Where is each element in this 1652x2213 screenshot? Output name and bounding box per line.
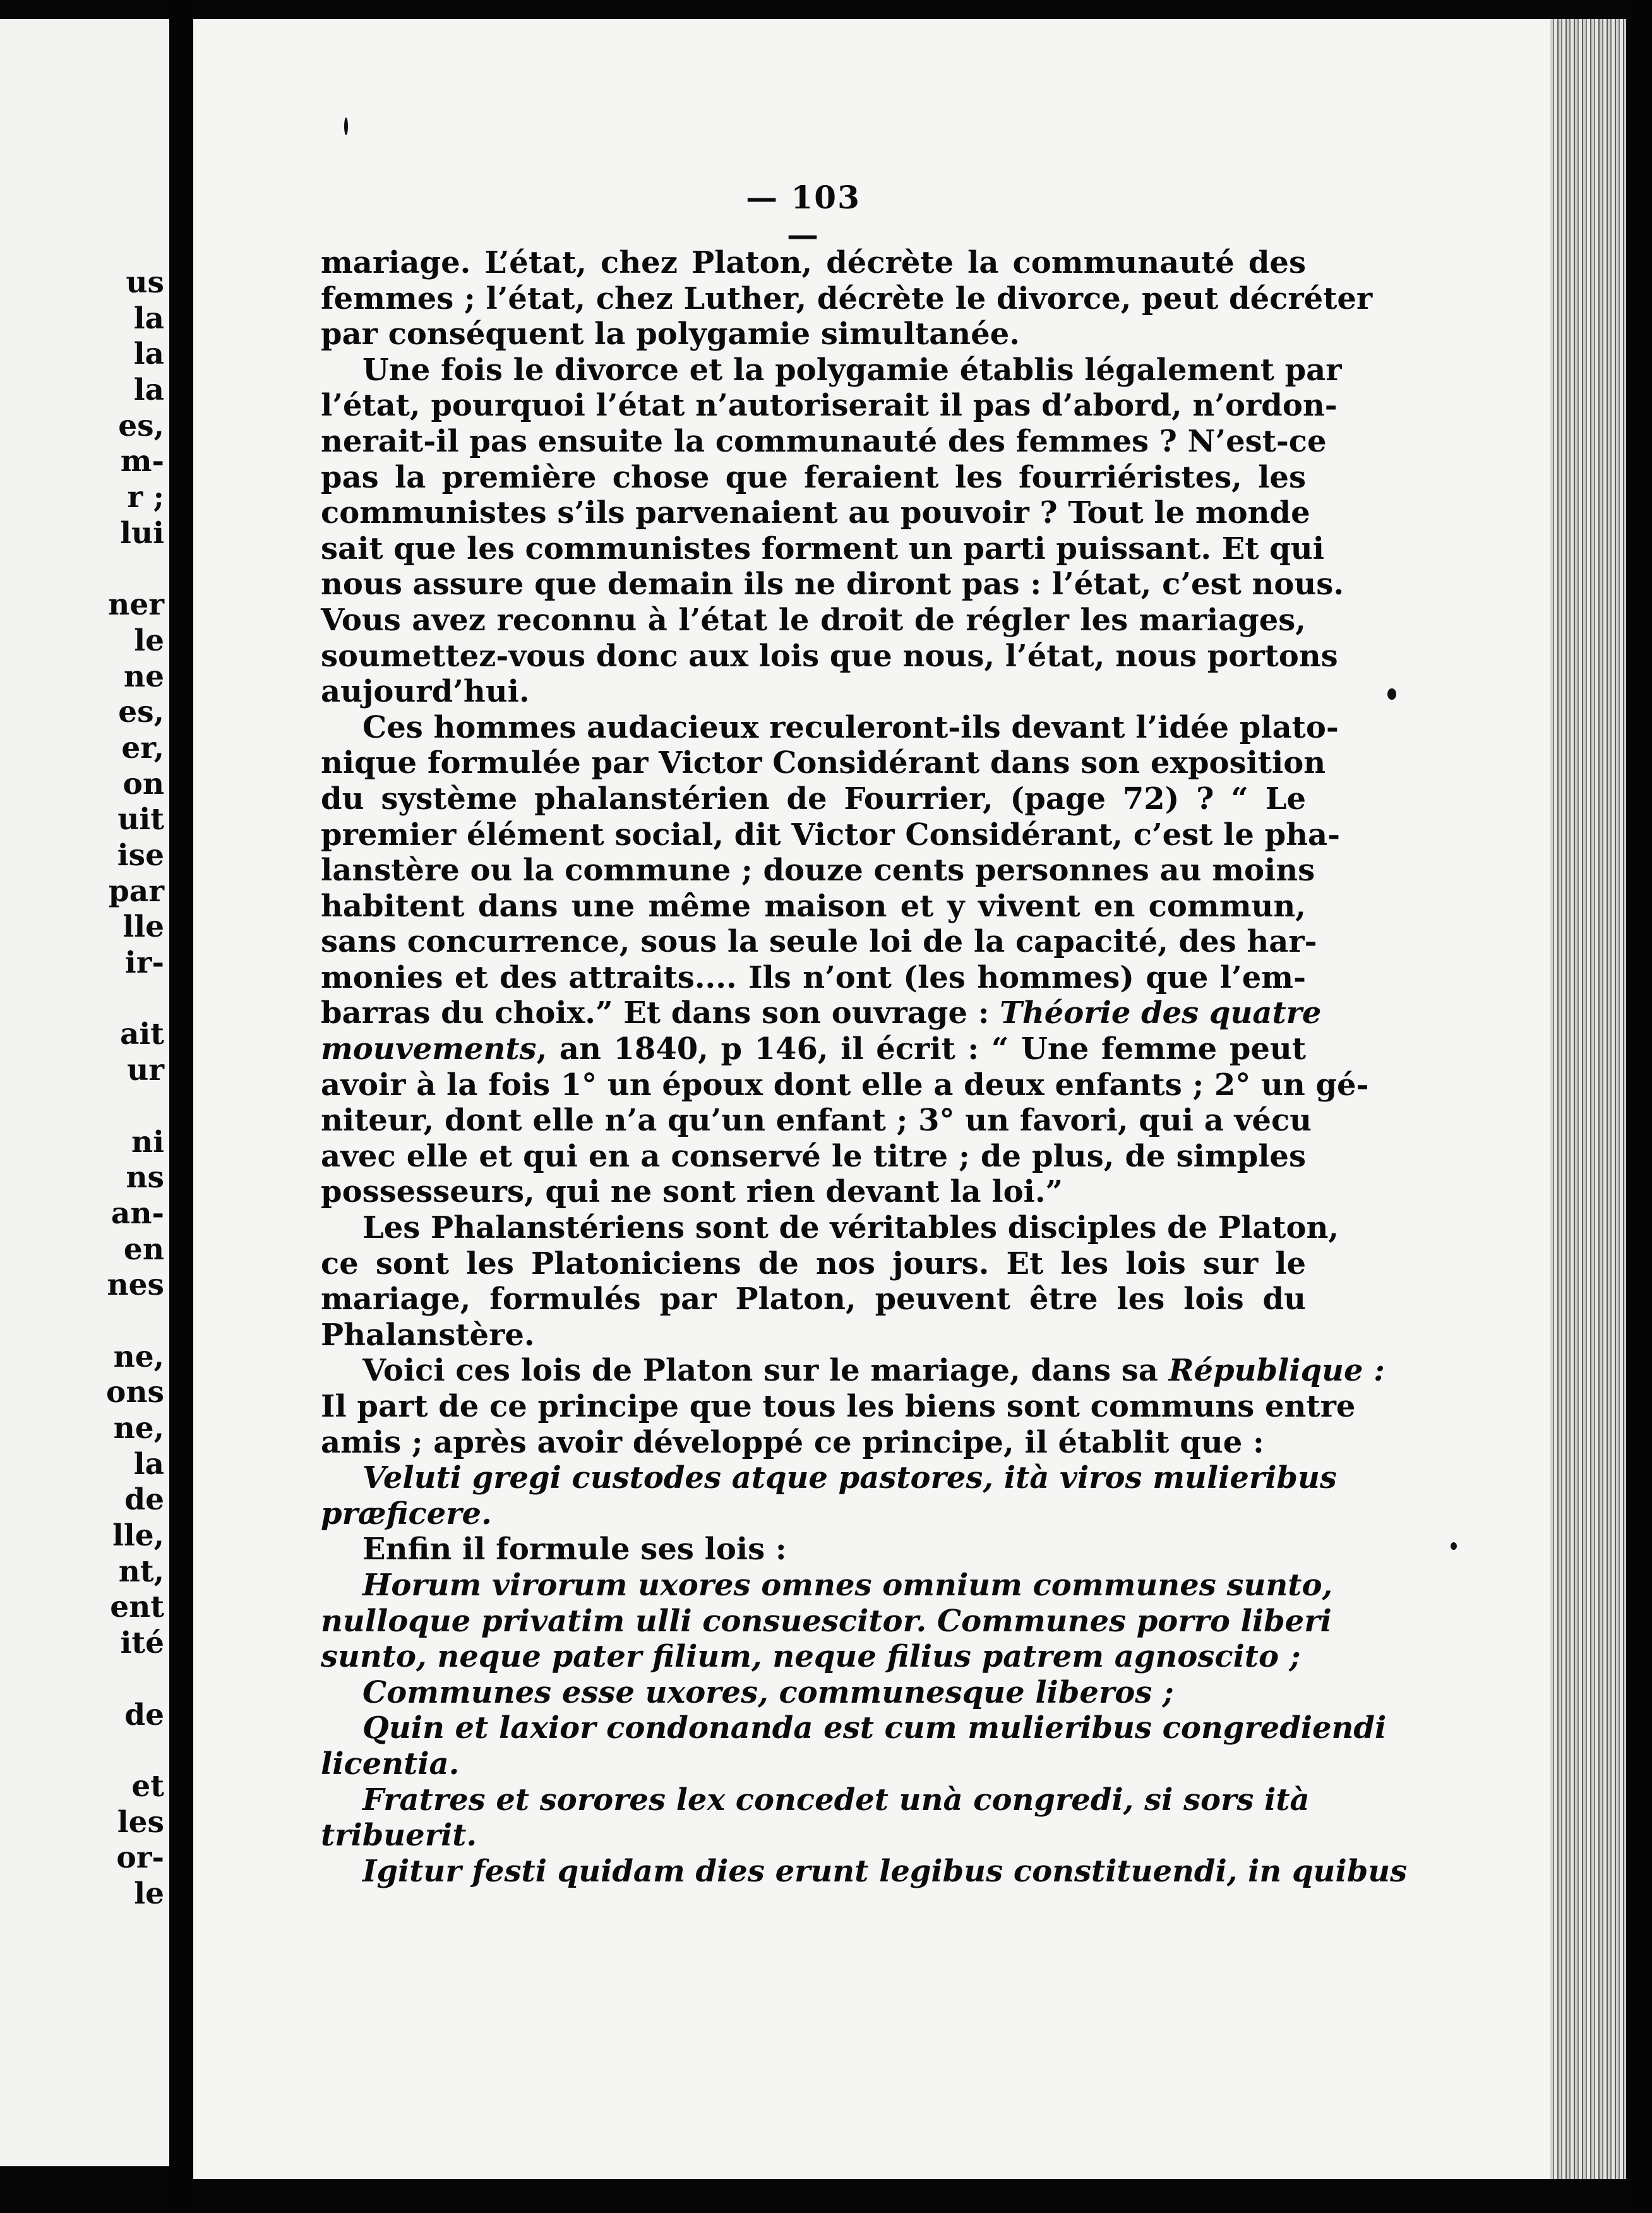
- fragment-line: [106, 981, 164, 1017]
- fragment-line: [106, 1089, 164, 1125]
- fragment-line: la: [133, 337, 164, 372]
- fragment-line: la: [133, 301, 164, 336]
- fragment-line: [106, 1304, 164, 1340]
- ink-mark: [1451, 1542, 1457, 1550]
- text-line: Enfin il formule ses lois :: [362, 1532, 787, 1568]
- fragment-line: ne,: [113, 1411, 164, 1446]
- text-line: licentia.: [321, 1746, 460, 1782]
- fragment-line: ir-: [124, 945, 164, 981]
- fragment-line: la: [133, 1446, 164, 1482]
- fragment-line: ur: [127, 1053, 164, 1088]
- fragment-line: ité: [120, 1626, 164, 1661]
- text-line: Vous avez reconnu à l’état le droit de régler les mariages,: [321, 602, 1306, 638]
- text-line: Horum virorum uxores omnes omnium communes sunto,: [362, 1567, 1333, 1603]
- fragment-line: les: [117, 1804, 164, 1840]
- text-line: Il part de ce principe que tous les biens sont communs entre: [321, 1389, 1356, 1424]
- text-line: pas la première chose que feraient les fourriéristes, les: [321, 459, 1306, 495]
- ink-mark: [1387, 688, 1396, 700]
- text-line: tribuerit.: [321, 1818, 477, 1854]
- body-text: [321, 245, 1408, 1889]
- fragment-line: m-: [120, 444, 164, 479]
- fragment-line: nt,: [118, 1554, 164, 1589]
- text-line: avec elle et qui en a conservé le titre ; de plus, de simples: [321, 1138, 1306, 1174]
- text-line: soumettez-vous donc aux lois que nous, l’état, nous portons: [321, 638, 1338, 674]
- facing-page-fragments: [106, 265, 164, 1912]
- fragment-line: [106, 1662, 164, 1698]
- text-line: Une fois le divorce et la polygamie établis légalement par: [362, 352, 1342, 388]
- text-line: habitent dans une même maison et y vivent en commun,: [321, 888, 1306, 924]
- fragment-line: er,: [121, 730, 164, 765]
- text-line: mariage. L’état, chez Platon, décrète la communauté des: [321, 245, 1306, 280]
- text-line: femmes ; l’état, chez Luther, décrète le divorce, peut décréter: [321, 280, 1373, 316]
- text-line: Les Phalanstériens sont de véritables disciples de Platon,: [362, 1210, 1339, 1246]
- fragment-line: lle: [123, 909, 164, 945]
- fragment-line: de: [124, 1482, 164, 1518]
- fragment-line: ne: [123, 659, 164, 694]
- fragment-line: lle,: [112, 1518, 164, 1554]
- fragment-line: le: [134, 1876, 164, 1911]
- fragment-line: uit: [117, 802, 164, 837]
- fragment-line: lui: [120, 515, 164, 551]
- fragment-line: en: [123, 1232, 164, 1267]
- fragment-line: nes: [107, 1268, 164, 1303]
- fragment-line: le: [134, 623, 164, 658]
- scan-border: [1626, 0, 1652, 2213]
- fragment-line: la: [133, 373, 164, 408]
- text-line: nique formulée par Victor Considérant dans son exposition: [321, 745, 1326, 781]
- facing-page-left: [0, 19, 169, 2166]
- italic-segment: mouvements: [321, 1031, 537, 1067]
- text-line: [321, 1353, 1385, 1389]
- latin-quote-1: [321, 1460, 1337, 1532]
- text-line: Phalanstère.: [321, 1317, 535, 1353]
- text-line: nous assure que demain ils ne diront pas : l’état, c’est nous.: [321, 567, 1344, 603]
- italic-segment: République :: [1168, 1353, 1385, 1389]
- text-segment: barras du choix.” Et dans son ouvrage :: [321, 995, 1000, 1031]
- text-line: Igitur festi quidam dies erunt legibus constituendi, in quibus: [362, 1853, 1408, 1889]
- text-line: [321, 1031, 1306, 1067]
- fragment-line: [106, 1733, 164, 1769]
- book-gutter: [169, 0, 193, 2213]
- text-line: ce sont les Platoniciens de nos jours. Et les lois sur le: [321, 1245, 1306, 1281]
- text-line: Ces hommes audacieux reculeront-ils devant l’idée plato-: [362, 709, 1339, 745]
- fragment-line: et: [131, 1768, 164, 1804]
- text-line: Quin et laxior condonanda est cum mulieribus congrediendi: [362, 1710, 1387, 1746]
- fragment-line: ner: [108, 587, 164, 623]
- text-line: [321, 995, 1322, 1031]
- text-line: aujourd’hui.: [321, 674, 530, 710]
- text-line: sunto, neque pater filium, neque filius patrem agnoscito ;: [321, 1639, 1301, 1675]
- text-line: amis ; après avoir développé ce principe, il établit que :: [321, 1424, 1264, 1460]
- fragment-line: ne,: [113, 1339, 164, 1374]
- fragment-line: ait: [119, 1017, 164, 1052]
- text-line: sait que les communistes forment un parti puissant. Et qui: [321, 531, 1324, 567]
- text-line: nulloque privatim ulli consuescitor. Communes porro liberi: [321, 1603, 1332, 1639]
- page-edges: [1550, 19, 1626, 2179]
- fragment-line: or-: [116, 1840, 164, 1876]
- fragment-line: ns: [126, 1160, 164, 1196]
- text-segment: Voici ces lois de Platon sur le mariage, dans sa: [362, 1353, 1169, 1389]
- fragment-line: ent: [110, 1590, 164, 1625]
- page-number: — 103 —: [746, 179, 861, 253]
- text-line: possesseurs, qui ne sont rien devant la loi.”: [321, 1174, 1063, 1210]
- fragment-line: ni: [131, 1124, 164, 1160]
- fragment-line: ons: [106, 1375, 164, 1410]
- fragment-line: [106, 552, 164, 588]
- text-line: Veluti gregi custodes atque pastores, ità viros mulieribus: [362, 1460, 1337, 1496]
- text-line: Fratres et sorores lex concedet unà congredi, si sors ità: [362, 1782, 1310, 1818]
- latin-quote-2: [321, 1567, 1408, 1889]
- fragment-line: par: [108, 873, 164, 909]
- text-line: monies et des attraits.... Ils n’ont (les hommes) que l’em-: [321, 959, 1306, 995]
- text-segment: , an 1840, p 146, il écrit : “ Une femme peut: [536, 1031, 1306, 1067]
- fragment-line: ise: [117, 838, 164, 873]
- fragment-line: r ;: [127, 480, 164, 515]
- ink-mark: [344, 117, 348, 135]
- text-line: niteur, dont elle n’a qu’un enfant ; 3° un favori, qui a vécu: [321, 1103, 1312, 1139]
- text-line: Communes esse uxores, communesque liberos ;: [362, 1674, 1174, 1710]
- italic-segment: Théorie des quatre: [1000, 995, 1322, 1031]
- text-line: l’état, pourquoi l’état n’autoriserait il pas d’abord, n’ordon-: [321, 388, 1338, 424]
- fragment-line: an-: [111, 1196, 164, 1231]
- fragment-line: on: [123, 766, 164, 801]
- fragment-line: de: [124, 1697, 164, 1732]
- text-line: par conséquent la polygamie simultanée.: [321, 316, 1020, 352]
- text-line: avoir à la fois 1° un époux dont elle a deux enfants ; 2° un gé-: [321, 1067, 1369, 1103]
- fragment-line: es,: [118, 695, 164, 730]
- text-line: communistes s’ils parvenaient au pouvoir ? Tout le monde: [321, 495, 1310, 531]
- text-line: nerait-il pas ensuite la communauté des femmes ? N’est-ce: [321, 423, 1327, 459]
- fragment-line: us: [126, 265, 164, 300]
- fragment-line: es,: [118, 408, 164, 443]
- text-line: lanstère ou la commune ; douze cents personnes au moins: [321, 853, 1315, 889]
- text-line: præficere.: [321, 1496, 492, 1532]
- text-line: mariage, formulés par Platon, peuvent être les lois du: [321, 1281, 1306, 1317]
- french-text: [321, 245, 1385, 1460]
- text-line: premier élément social, dit Victor Considérant, c’est le pha-: [321, 817, 1341, 853]
- text-line: du système phalanstérien de Fourrier, (page 72) ? “ Le: [321, 781, 1306, 817]
- text-line: sans concurrence, sous la seule loi de la capacité, des har-: [321, 924, 1317, 960]
